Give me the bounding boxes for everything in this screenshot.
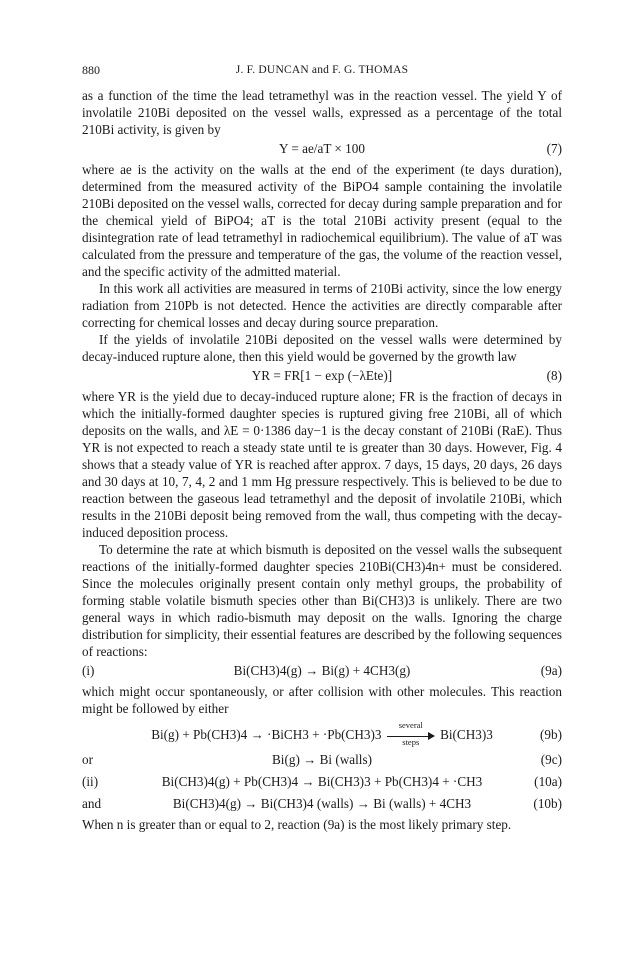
paragraph-4: If the yields of involatile 210Bi deposited on the vessel walls were determined by decay-induced rupture alone, then this yield would be governed by the growth law — [82, 332, 562, 364]
paragraph-3: In this work all activities are measured in terms of 210Bi activity, since the low energy radiation from 210Pb is not detected. Hence the activities are directly comparable after correcting for chemical losses and decay during source preparation. — [82, 281, 562, 330]
equation-9a-label: (i) — [82, 663, 95, 678]
arrow-bottom-label: steps — [402, 736, 420, 747]
page-number: 880 — [82, 63, 100, 77]
reaction-arrow-icon — [387, 719, 435, 747]
equation-10b-label: and — [82, 796, 102, 811]
arrow-top-label: several — [398, 719, 423, 730]
equation-9b-rhs: Bi(CH3)3 — [440, 727, 493, 742]
equation-7-number: (7) — [546, 141, 562, 156]
equation-10a-label: (ii) — [82, 774, 99, 789]
equation-9c-number: (9c) — [540, 752, 562, 767]
equation-9b-lhs: Bi(g) + Pb(CH3)4 → ·BiCH3 + ·Pb(CH3)3 — [151, 727, 382, 742]
paragraph-1: as a function of the time the lead tetramethyl was in the reaction vessel. The yield Y of involatile 210Bi deposited on the vessel walls, expressed as a percentage of the total 210Bi activity, is given by — [82, 88, 562, 137]
equation-9c-label: or — [82, 752, 93, 767]
page-header — [82, 62, 562, 80]
equation-10b-expression: Bi(CH3)4(g) → Bi(CH3)4 (walls) → Bi (walls) + 4CH3 — [172, 796, 472, 811]
equation-10b-number: (10b) — [533, 796, 562, 811]
running-head: J. F. DUNCAN and F. G. THOMAS — [235, 64, 409, 76]
equation-10b — [82, 794, 562, 814]
equation-8-expression: YR = FR[1 − exp (−λEte)] — [251, 368, 393, 383]
paragraph-2: where ae is the activity on the walls at the end of the experiment (te days duration), determined from the measured activity of the BiPO4 sample containing the involatile 210Bi deposited on the vessel walls, corrected for decay during sample preparation and for the chemical yield of BiPO4; aT is the total 210Bi activity present (equal to the disintegration rate of lead tetramethyl in radiochemical equilibrium). The value of aT was calculated from the pressure and temperature of the gas, the volume of the reaction vessel, and the specific activity of the admitted material. — [82, 162, 562, 279]
equation-7 — [82, 139, 562, 159]
paragraph-5: where YR is the yield due to decay-induced rupture alone; FR is the fraction of decays in which the initially-formed daughter species is ruptured giving free 210Bi, all of which deposits on the walls, and λE = 0·1386 day−1 is the decay constant of 210Bi (RaE). Thus YR is not expected to reach a steady state until te is greater than 30 days. However, Fig. 4 shows that a steady value of YR is reached after approx. 7 days, 15 days, 20 days, 26 days and 30 days at 10, 7, 4, 2 and 1 mm Hg pressure respectively. This is believed to be due to reaction between the gaseous lead tetramethyl and the deposit of involatile 210Bi, which results in the 210Bi deposit being removed from the wall, thus competing with the decay-induced deposition process. — [82, 389, 562, 540]
equation-9b — [82, 718, 562, 748]
equation-10a-number: (10a) — [534, 774, 562, 789]
equation-9a-number: (9a) — [540, 663, 562, 678]
equation-9c — [82, 750, 562, 770]
paragraph-6: To determine the rate at which bismuth is deposited on the vessel walls the subsequent reactions of the initially-formed daughter species 210Bi(CH3)4n+ must be considered. Since the molecules originally present contain only methyl groups, the probability of forming stable volatile bismuth species other than Bi(CH3)3 is unlikely. There are two general ways in which radio-bismuth may deposit on the walls. Ignoring the charge distribution for simplicity, their essential features are described by the following sequences of reactions: — [82, 542, 562, 659]
equation-9b-expression — [82, 719, 562, 747]
article-body — [82, 87, 562, 833]
paragraph-7: which might occur spontaneously, or after collision with other molecules. This reaction might be followed by either — [82, 684, 562, 716]
equation-9a — [82, 661, 562, 681]
equation-9c-expression: Bi(g) → Bi (walls) — [272, 752, 372, 767]
equation-9a-expression: Bi(CH3)4(g) → Bi(g) + 4CH3(g) — [233, 663, 411, 678]
equation-7-expression: Y = ae/aT × 100 — [279, 141, 365, 156]
equation-10a-expression: Bi(CH3)4(g) + Pb(CH3)4 → Bi(CH3)3 + Pb(CH3)4 + ·CH3 — [161, 774, 483, 789]
equation-8-number: (8) — [546, 368, 562, 383]
equation-8 — [82, 366, 562, 386]
equation-9b-number: (9b) — [540, 727, 562, 742]
equation-10a — [82, 772, 562, 792]
paragraph-8: When n is greater than or equal to 2, reaction (9a) is the most likely primary step. — [82, 817, 512, 832]
